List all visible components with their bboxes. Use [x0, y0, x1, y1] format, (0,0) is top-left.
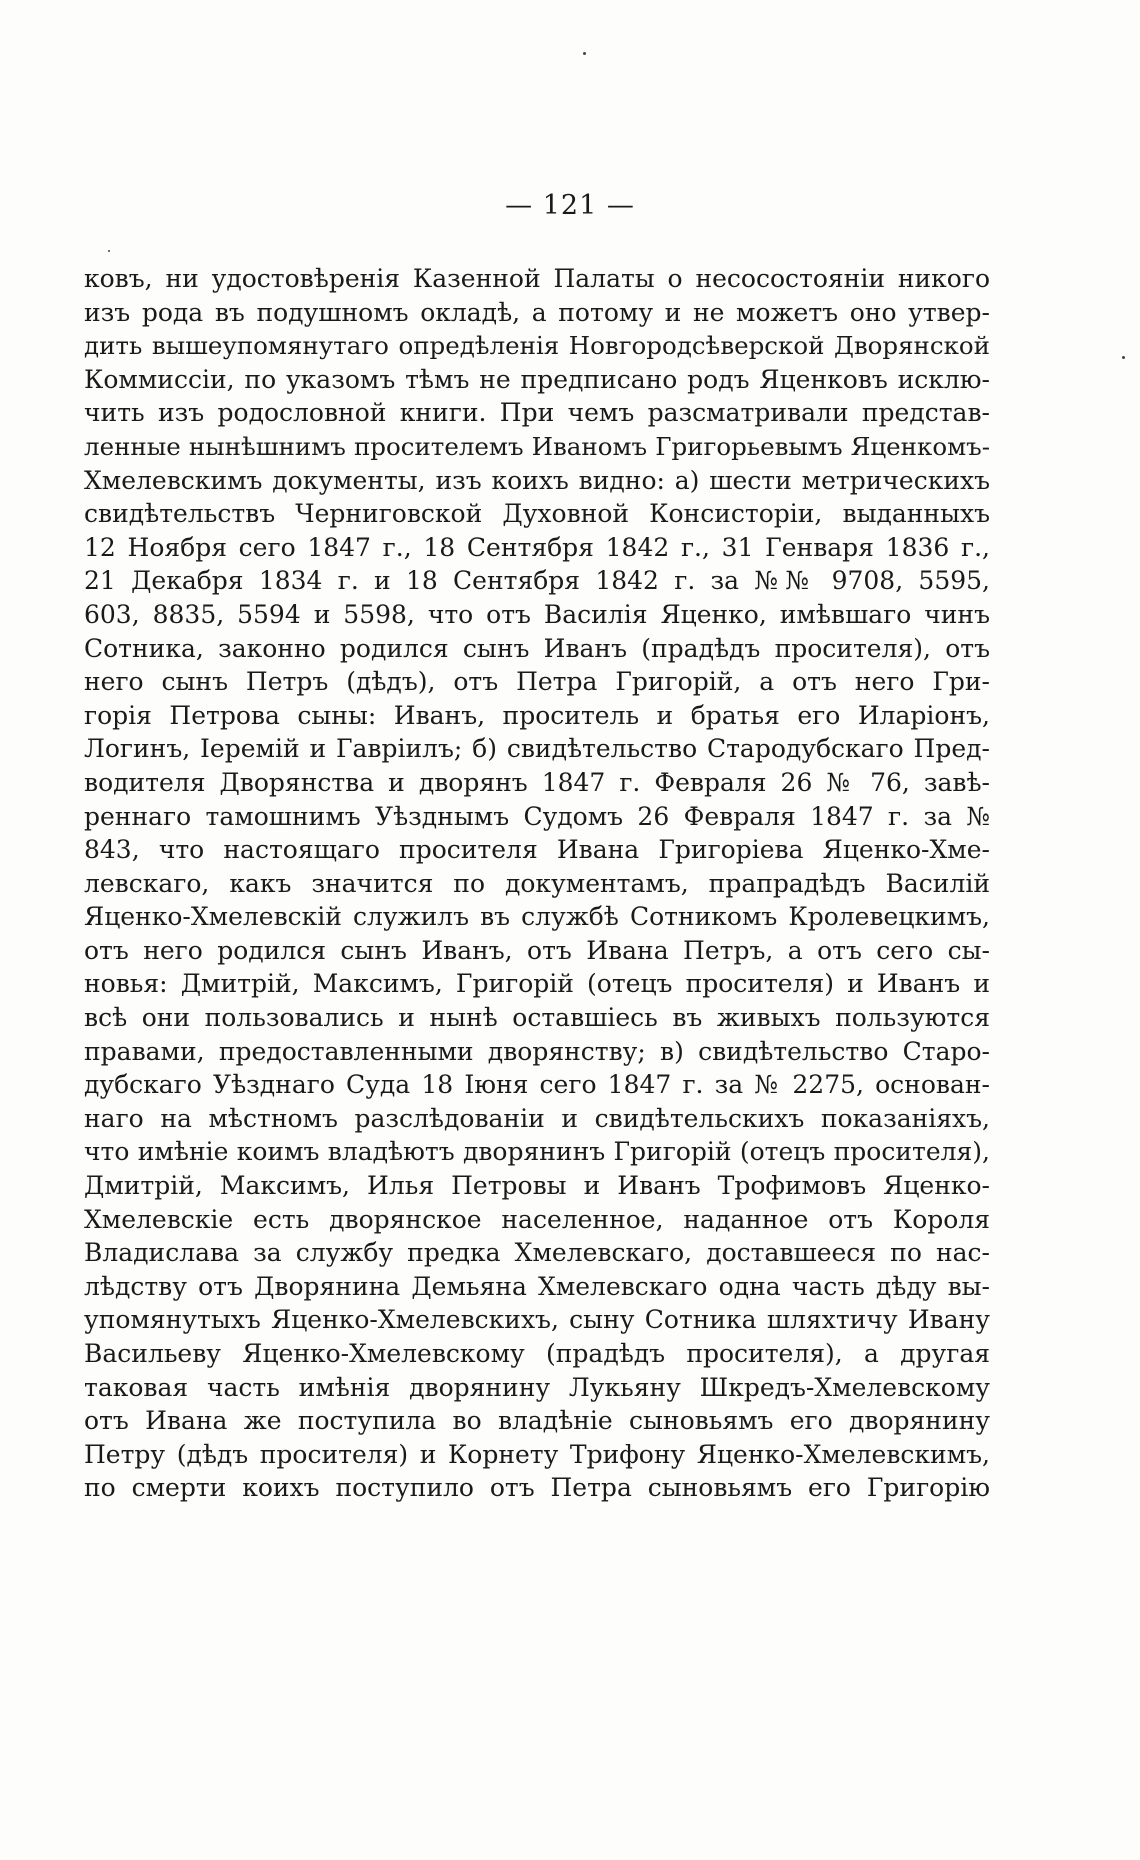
text-line: дубскаго Уѣзднаго Суда 18 Іюня сего 1847 г. за № 2275, основан-: [84, 1070, 990, 1100]
text-line: дить вышеупомянутаго опредѣленія Новгородсѣверской Дворянской: [84, 331, 990, 361]
text-line: водителя Дворянства и дворянъ 1847 г. Февраля 26 № 76, завѣ-: [84, 767, 990, 797]
text-line: отъ Ивана же поступила во владѣніе сыновьямъ его дворянину: [84, 1406, 990, 1436]
text-line: Сотника, законно родился сынъ Иванъ (прадѣдъ просителя), отъ: [84, 633, 990, 663]
text-line: Яценко-Хмелевскій служилъ въ службѣ Сотникомъ Кролевецкимъ,: [84, 902, 990, 932]
text-line: 603, 8835, 5594 и 5598, что отъ Василія Яценко, имѣвшаго чинъ: [84, 599, 990, 629]
text-line: Владислава за службу предка Хмелевскаго, доставшееся по нас-: [84, 1238, 990, 1268]
text-line: Логинъ, Іеремій и Гавріилъ; б) свидѣтельство Стародубскаго Пред-: [84, 734, 990, 764]
text-line: упомянутыхъ Яценко-Хмелевскихъ, сыну Сотника шляхтичу Ивану: [84, 1305, 990, 1335]
text-line: 21 Декабря 1834 г. и 18 Сентября 1842 г. за №№ 9708, 5595,: [84, 566, 990, 596]
print-speck: [1122, 356, 1125, 359]
print-speck: [108, 250, 110, 252]
text-line: чить изъ родословной книги. При чемъ разсматривали представ-: [84, 398, 990, 428]
text-line: Хмелевскимъ документы, изъ коихъ видно: а) шести метрическихъ: [84, 465, 990, 495]
text-line: отъ него родился сынъ Иванъ, отъ Ивана Петръ, а отъ сего сы-: [84, 935, 990, 965]
text-line: Дмитрій, Максимъ, Илья Петровы и Иванъ Трофимовъ Яценко-: [84, 1171, 990, 1201]
body-text: [84, 262, 990, 1505]
text-line: наго на мѣстномъ разслѣдованіи и свидѣтельскихъ показаніяхъ,: [84, 1103, 990, 1133]
text-line: левскаго, какъ значится по документамъ, прапрадѣдъ Василій: [84, 868, 990, 898]
text-line: горія Петрова сыны: Иванъ, проситель и братья его Иларіонъ,: [84, 700, 990, 730]
text-line: новья: Дмитрій, Максимъ, Григорій (отецъ просителя) и Иванъ и: [84, 969, 990, 999]
page-number: — 121 —: [505, 190, 635, 221]
text-line: Хмелевскіе есть дворянское населенное, наданное отъ Короля: [84, 1204, 990, 1234]
text-line: всѣ они пользовались и нынѣ оставшіесь въ живыхъ пользуются: [84, 1003, 990, 1033]
text-line: ленные нынѣшнимъ просителемъ Иваномъ Григорьевымъ Яценкомъ-: [84, 431, 990, 461]
text-line: 12 Ноября сего 1847 г., 18 Сентября 1842 г., 31 Генваря 1836 г.,: [84, 532, 990, 562]
print-speck: [583, 52, 586, 55]
text-line: Васильеву Яценко-Хмелевскому (прадѣдъ просителя), а другая: [84, 1339, 990, 1368]
text-line: лѣдству отъ Дворянина Демьяна Хмелевскаго одна часть дѣду вы-: [84, 1271, 990, 1301]
text-line: по смерти коихъ поступило отъ Петра сыновьямъ его Григорію: [84, 1473, 990, 1503]
text-line: Петру (дѣдъ просителя) и Корнету Трифону Яценко-Хмелевскимъ,: [84, 1439, 990, 1469]
text-line: правами, предоставленными дворянству; в) свидѣтельство Старо-: [84, 1036, 990, 1066]
text-line: Коммиссіи, по указомъ тѣмъ не предписано родъ Яценковъ исклю-: [84, 364, 990, 394]
text-line: свидѣтельствъ Черниговской Духовной Консисторіи, выданныхъ: [84, 499, 990, 529]
text-line: изъ рода въ подушномъ окладѣ, а потому и не можетъ оно утвер-: [84, 297, 990, 327]
text-line: 843, что настоящаго просителя Ивана Григоріева Яценко-Хме-: [84, 835, 990, 865]
text-line: реннаго тамошнимъ Уѣзднымъ Судомъ 26 Февраля 1847 г. за №: [84, 801, 990, 831]
text-line: таковая часть имѣнія дворянину Лукьяну Шкредъ-Хмелевскому: [84, 1372, 990, 1402]
text-line: что имѣніе коимъ владѣютъ дворянинъ Григорій (отецъ просителя),: [84, 1137, 990, 1167]
text-line: ковъ, ни удостовѣренія Казенной Палаты о несосостояніи никого: [84, 264, 990, 293]
text-line: него сынъ Петръ (дѣдъ), отъ Петра Григорій, а отъ него Гри-: [84, 667, 990, 697]
